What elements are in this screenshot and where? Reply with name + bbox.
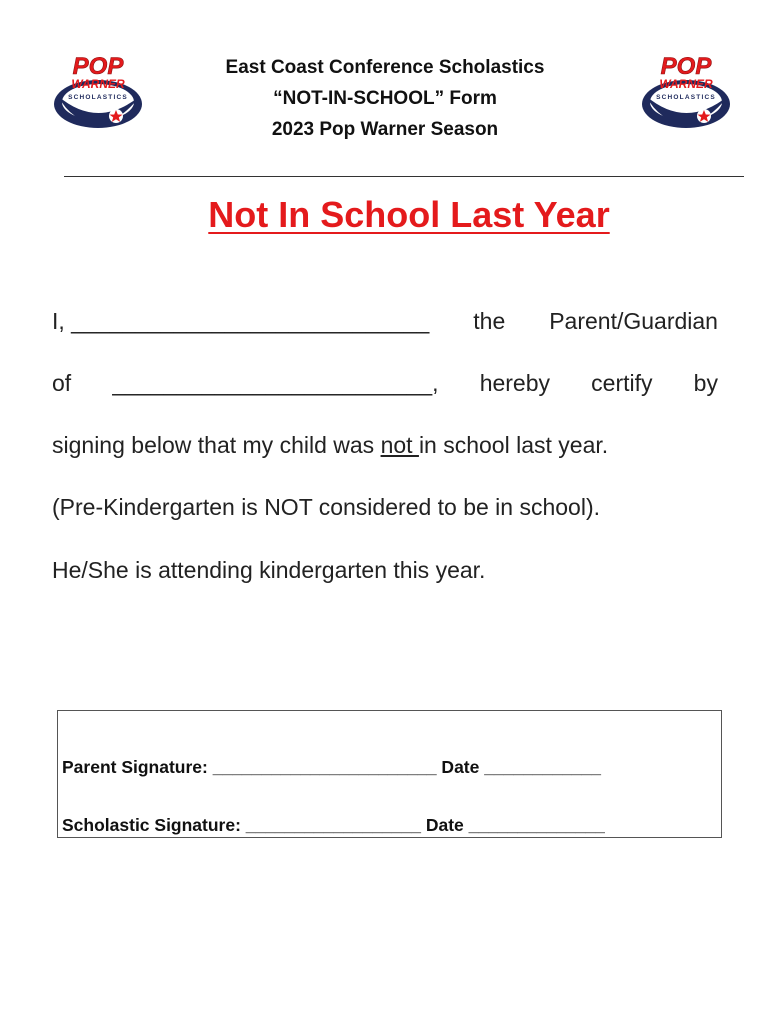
scholastic-signature-field[interactable]: Scholastic Signature: __________________ Date ______________: [62, 815, 605, 835]
header-conference: East Coast Conference Scholastics: [225, 57, 545, 78]
certification-line: signing below that my child was not in school last year.: [52, 432, 609, 458]
logo-text-scholastics: SCHOLASTICS: [68, 94, 128, 101]
kindergarten-line: He/She is attending kindergarten this year.: [52, 557, 486, 583]
form-title: Not In School Last Year: [208, 194, 610, 235]
pop-warner-scholastics-logo-right: [638, 52, 734, 134]
emphasis-not: not: [380, 432, 419, 458]
pop-warner-scholastics-logo: [50, 52, 146, 134]
header-season: 2023 Pop Warner Season: [271, 119, 499, 140]
parent-name-line: I, ____________________________ the Parent/Guardian: [52, 308, 718, 334]
logo-text-warner: WARNER: [659, 77, 713, 91]
logo-text-scholastics: SCHOLASTICS: [656, 94, 716, 101]
header-divider: [64, 176, 744, 177]
form-header: [160, 52, 610, 145]
parent-signature-field[interactable]: Parent Signature: _______________________ Date ____________: [62, 757, 602, 777]
child-name-line: of _________________________, hereby certify by: [52, 370, 718, 396]
logo-text-warner: WARNER: [71, 77, 125, 91]
parent-name-blank[interactable]: I, ____________________________: [52, 308, 430, 334]
pre-k-note: (Pre-Kindergarten is NOT considered to be in school).: [52, 494, 601, 520]
child-name-blank[interactable]: _________________________,: [112, 370, 439, 396]
header-form-name: “NOT-IN-SCHOOL” Form: [273, 88, 497, 109]
logo-text-pop: POP: [72, 53, 124, 80]
signature-box: [57, 710, 722, 838]
logo-text-pop: POP: [660, 53, 712, 80]
